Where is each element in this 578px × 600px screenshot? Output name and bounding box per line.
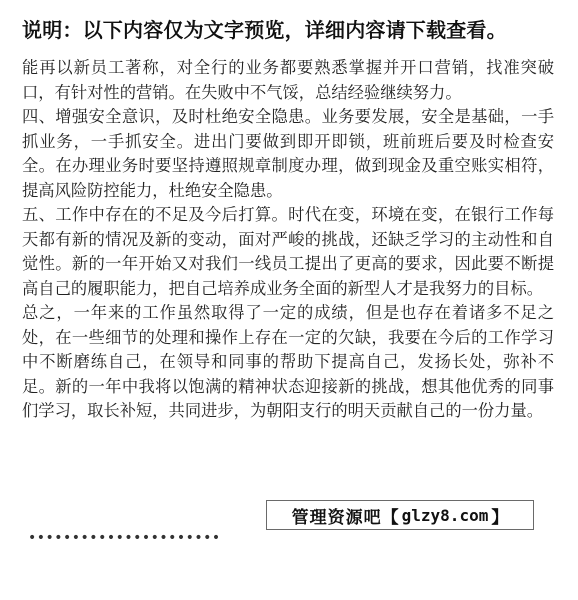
watermark-close-bracket: 】 — [491, 507, 509, 528]
watermark-open-bracket: 【 — [381, 507, 399, 528]
paragraph-shortcomings: 五、工作中存在的不足及今后打算。时代在变，环境在变，在银行工作每天都有新的情况及新的变动，面对严峻的挑战，还缺乏学习的主动性和自觉性。新的一年开始又对我们一线员工提出了更高的要求，因此要不断提高自己的履职能力，把自己培养成业务全面的新型人才是我努力的目标。 — [22, 205, 554, 298]
paragraph-summary: 总之，一年来的工作虽然取得了一定的成绩，但是也存在着诸多不足之处，在一些细节的处理和操作上存在一定的欠缺，我要在今后的工作学习中不断磨练自己，在领导和同事的帮助下提高自己，发扬长处，弥补不足。新的一年中我将以饱满的精神状态迎接新的挑战，想其他优秀的同事们学习，取长补短，共同进步，为朝阳支行的明天贡献自己的一份力量。 — [22, 303, 554, 420]
watermark-site-name: 管理资源吧 — [291, 507, 382, 528]
paragraph-safety: 四、增强安全意识，及时杜绝安全隐患。业务要发展，安全是基础，一手抓业务，一手抓安全。进出门要做到即开即锁，班前班后要及时检查安全。在办理业务时要坚持遵照规章制度办理，做到现金及重空账实相符，提高风险防控能力，杜绝安全隐患。 — [22, 107, 554, 200]
document-body — [22, 56, 554, 424]
site-watermark — [266, 500, 534, 530]
preview-notice: 说明：以下内容仅为文字预览，详细内容请下载查看。 — [22, 18, 507, 42]
paragraph-continuation: 能再以新员工著称，对全行的业务都要熟悉掌握并开口营销，找准突破口，有针对性的营销。在失败中不气馁，总结经验继续努力。 — [22, 58, 554, 102]
watermark-domain: glzy8.com — [401, 505, 489, 525]
continuation-dots: •••••••••••••••••••••• — [28, 530, 221, 546]
